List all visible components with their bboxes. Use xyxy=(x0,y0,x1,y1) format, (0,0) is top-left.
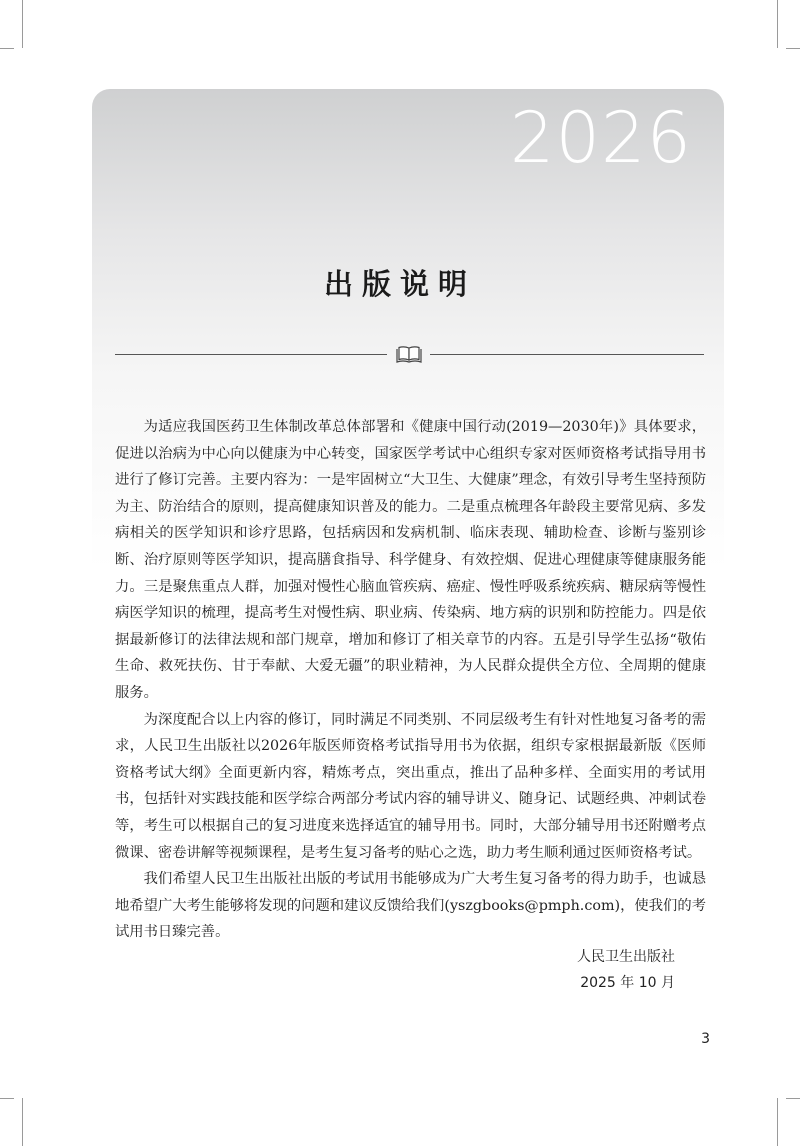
crop-mark-bottom-left-v xyxy=(22,1098,23,1146)
divider-right xyxy=(430,354,704,355)
open-book-icon xyxy=(394,345,424,365)
crop-mark-top-left-h xyxy=(0,48,14,49)
crop-mark-bottom-left-h xyxy=(0,1098,14,1099)
paragraph: 我们希望人民卫生出版社出版的考试用书能够成为广大考生复习备考的得力助手，也诚恳地希望广大考生能够将发现的问题和建议反馈给我们(yszgbooks@pmph.com)，使我们的考试用书日臻完善。 xyxy=(115,871,706,941)
crop-mark-top-right-v xyxy=(777,0,778,48)
divider-left xyxy=(115,354,387,355)
edition-year: 2026 xyxy=(509,97,693,179)
paragraph: 为适应我国医药卫生体制改革总体部署和《健康中国行动(2019—2030年)》具体要求，促进以治病为中心向以健康为中心转变，国家医学考试中心组织专家对医师资格考试指导用书进行了修订完善。主要内容为：一是牢固树立“大卫生、大健康”理念，有效引导考生坚持预防为主、防治结合的原则，提高健康知识普及的能力。二是重点梳理各年龄段主要常见病、多发病相关的医学知识和诊疗思路，包括病因和发病机制、临床表现、辅助检查、诊断与鉴别诊断、治疗原则等医学知识，提高膳食指导、科学健身、有效控烟、促进心理健康等健康服务能力。三是聚焦重点人群，加强对慢性心脑血管疾病、癌症、慢性呼吸系统疾病、糖尿病等慢性病医学知识的梳理，提高考生对慢性病、职业病、传染病、地方病的识别和防控能力。四是依据最新修订的法律法规和部门规章，增加和修订了相关章节的内容。五是引导学生弘扬“敬佑生命、救死扶伤、甘于奉献、大爱无疆”的职业精神，为人民群众提供全方位、全周期的健康服务。 xyxy=(115,419,706,701)
crop-mark-top-left-v xyxy=(22,0,23,48)
page-number: 3 xyxy=(701,1031,710,1047)
crop-mark-bottom-right-h xyxy=(786,1098,800,1099)
crop-mark-top-right-h xyxy=(786,48,800,49)
page-title: 出版说明 xyxy=(323,267,476,301)
publisher-name: 人民卫生出版社 xyxy=(577,949,675,965)
crop-mark-bottom-right-v xyxy=(777,1098,778,1146)
publish-date: 2025 年 10 月 xyxy=(580,975,675,991)
paragraph: 为深度配合以上内容的修订，同时满足不同类别、不同层级考生有针对性地复习备考的需求，人民卫生出版社以2026年版医师资格考试指导用书为依据，组织专家根据最新版《医师资格考试大纲》全面更新内容，精炼考点，突出重点，推出了品种多样、全面实用的考试用书，包括针对实践技能和医学综合两部分考试内容的辅导讲义、随身记、试题经典、冲刺试卷等，考生可以根据自己的复习进度来选择适宜的辅导用书。同时，大部分辅导用书还附赠考点微课、密卷讲解等视频课程，是考生复习备考的贴心之选，助力考生顺利通过医师资格考试。 xyxy=(115,711,706,861)
preface-body xyxy=(115,414,706,946)
signature-block xyxy=(540,944,675,996)
